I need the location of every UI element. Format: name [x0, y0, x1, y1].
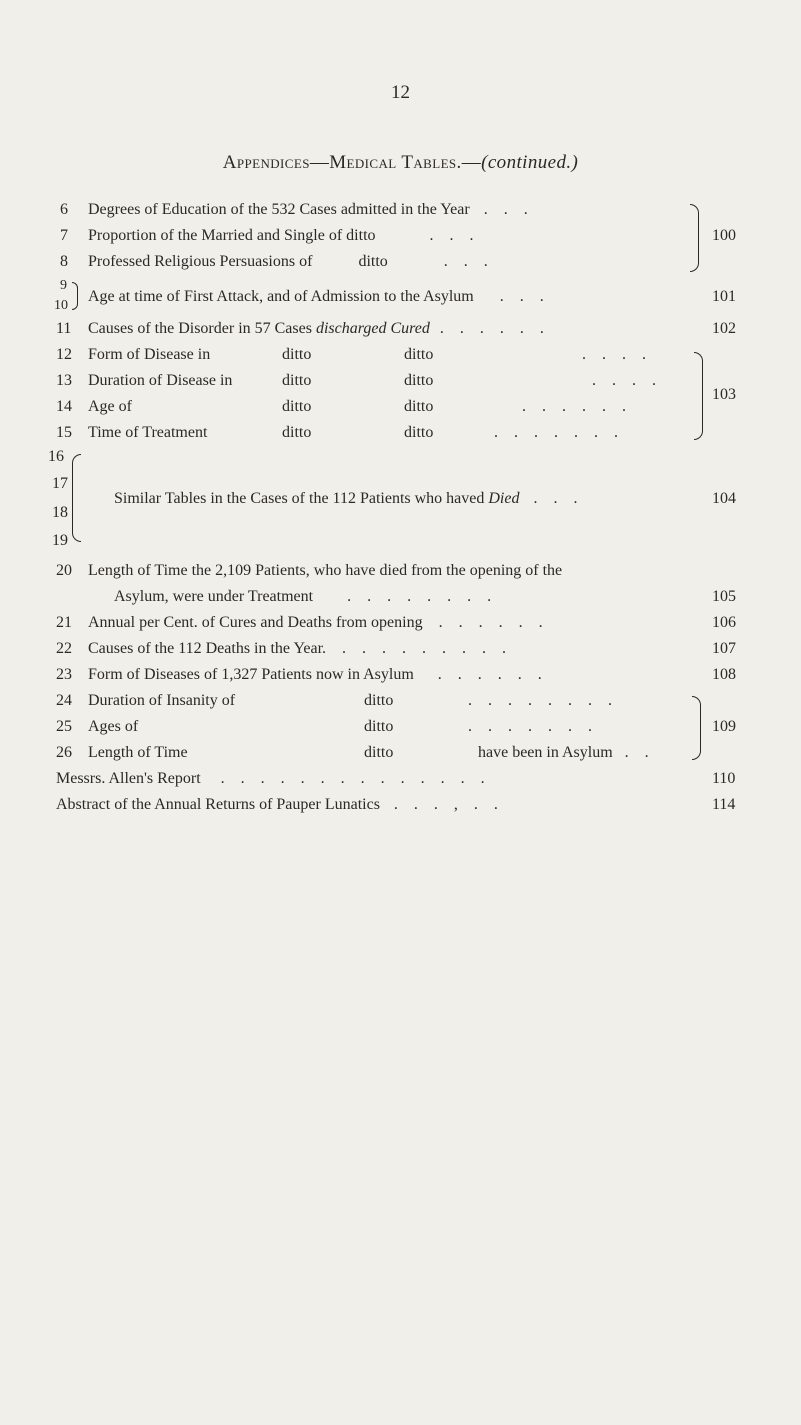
entry-label: Messrs. Allen's Report — [56, 770, 201, 787]
page-ref: 108 — [712, 666, 736, 683]
leader-dots: . . — [624, 744, 655, 761]
leader-dots: . . . . — [582, 346, 652, 363]
leader-dots: . . . — [499, 288, 550, 305]
entry-label: Asylum, were under Treatment — [114, 588, 314, 605]
entry-text — [478, 743, 655, 763]
entry-label: Duration of Disease in — [88, 372, 233, 389]
entry-label: Abstract of the Annual Returns of Pauper Lunatics — [56, 796, 380, 813]
leader-dots: . . . — [483, 201, 534, 218]
entry-italic: Died — [488, 490, 520, 507]
leader-dots: . . . , . . — [393, 796, 504, 813]
ditto-mark: ditto — [404, 398, 434, 415]
heading-continued: (continued.) — [481, 152, 579, 173]
ditto-mark: ditto — [358, 253, 388, 270]
ditto-mark: ditto — [282, 398, 312, 415]
page-ref: 114 — [712, 796, 736, 813]
entry-number: 9 — [60, 278, 67, 293]
entry-number: 17 — [52, 475, 68, 492]
page-ref: 104 — [712, 490, 736, 507]
entry-number: 23 — [56, 666, 72, 683]
ditto-mark: ditto — [282, 372, 312, 389]
leader-dots: . . . . . . . — [494, 424, 624, 441]
ditto-mark: ditto — [404, 346, 434, 363]
entry-text — [88, 252, 494, 272]
page-number: 12 — [391, 82, 410, 103]
entry-text — [88, 200, 534, 220]
entry-text — [88, 226, 480, 246]
entry-number: 7 — [60, 227, 68, 244]
leader-dots: . . . . . . — [438, 614, 549, 631]
entry-number: 24 — [56, 692, 72, 709]
entry-label: Causes of the 112 Deaths in the Year. — [88, 640, 327, 657]
entry-label: Form of Disease in — [88, 346, 211, 363]
entry-label: Ages of — [88, 718, 139, 735]
entry-number: 12 — [56, 346, 72, 363]
entry-text — [88, 665, 548, 685]
entry-label: Causes of the Disorder in 57 Cases — [88, 320, 312, 337]
entry-number: 13 — [56, 372, 72, 389]
page-ref: 103 — [712, 386, 736, 403]
entry-italic: discharged Cured — [315, 320, 430, 337]
page-heading — [0, 152, 801, 174]
entry-number: 16 — [48, 448, 64, 465]
entry-text — [88, 639, 512, 659]
brace-right — [694, 352, 703, 440]
entry-text — [88, 319, 550, 339]
heading-main: Appendices—Medical Tables.— — [222, 152, 482, 173]
leader-dots: . . . . . . . . — [468, 692, 618, 709]
ditto-mark: ditto — [364, 718, 394, 735]
ditto-mark: ditto — [404, 372, 434, 389]
entry-number: 22 — [56, 640, 72, 657]
page-ref: 101 — [712, 288, 736, 305]
entry-number: 20 — [56, 562, 72, 579]
entry-text — [88, 613, 549, 633]
entry-label: Length of Time the 2,109 Patients, who have died from the opening of the — [88, 562, 563, 579]
entry-number: 6 — [60, 201, 68, 218]
page-ref: 110 — [712, 770, 736, 787]
entry-label: Professed Religious Persuasions of — [88, 253, 313, 270]
leader-dots: . . . . . . . . . — [342, 640, 513, 657]
entry-label: Form of Diseases of 1,327 Patients now in Asylum — [88, 666, 414, 683]
entry-text — [114, 587, 497, 607]
leader-dots: . . . . . . . . — [347, 588, 498, 605]
ditto-mark: ditto — [404, 424, 434, 441]
entry-number: 21 — [56, 614, 72, 631]
page-ref: 100 — [712, 227, 736, 244]
entry-label: Duration of Insanity of — [88, 692, 236, 709]
brace-left — [72, 454, 81, 542]
entry-number: 15 — [56, 424, 72, 441]
ditto-mark: ditto — [364, 744, 394, 761]
page-ref: 107 — [712, 640, 736, 657]
entry-label: Age at time of First Attack, and of Admission to the Asylum — [88, 288, 474, 305]
leader-dots: . . . . — [592, 372, 662, 389]
page-ref: 109 — [712, 718, 736, 735]
page-ref: 102 — [712, 320, 736, 337]
entry-number: 25 — [56, 718, 72, 735]
entry-number: 14 — [56, 398, 72, 415]
entry-label: have been in Asylum — [478, 744, 613, 761]
brace-right — [690, 204, 699, 272]
entry-number: 11 — [56, 320, 72, 337]
entry-label: Annual per Cent. of Cures and Deaths from opening — [88, 614, 423, 631]
leader-dots: . . . . . . — [439, 320, 550, 337]
entry-text — [56, 795, 504, 815]
entry-text — [56, 769, 491, 789]
leader-dots: . . . — [429, 227, 480, 244]
leader-dots: . . . — [443, 253, 494, 270]
brace-right — [72, 282, 78, 310]
page-ref: 106 — [712, 614, 736, 631]
entry-label: Length of Time — [88, 744, 188, 761]
page-ref: 105 — [712, 588, 736, 605]
leader-dots: . . . . . . . . . . . . . . — [220, 770, 491, 787]
ditto-mark: ditto — [364, 692, 394, 709]
leader-dots: . . . . . . . — [468, 718, 598, 735]
entry-number: 26 — [56, 744, 72, 761]
entry-label: Time of Treatment — [88, 424, 208, 441]
entry-number: 8 — [60, 253, 68, 270]
ditto-mark: ditto — [282, 346, 312, 363]
entry-text — [114, 489, 583, 509]
entry-label: Degrees of Education of the 532 Cases admitted in the Year — [88, 201, 470, 218]
leader-dots: . . . — [533, 490, 584, 507]
entry-number: 10 — [54, 298, 68, 313]
entry-number: 19 — [52, 532, 68, 549]
ditto-mark: ditto — [282, 424, 312, 441]
entry-label: Age of — [88, 398, 132, 415]
leader-dots: . . . . . . — [522, 398, 632, 415]
brace-right — [692, 696, 701, 760]
entry-label: Similar Tables in the Cases of the 112 Patients who haved — [114, 490, 485, 507]
entry-text — [88, 287, 550, 307]
leader-dots: . . . . . . — [437, 666, 548, 683]
entry-label: Proportion of the Married and Single of ditto — [88, 227, 376, 244]
entry-number: 18 — [52, 504, 68, 521]
